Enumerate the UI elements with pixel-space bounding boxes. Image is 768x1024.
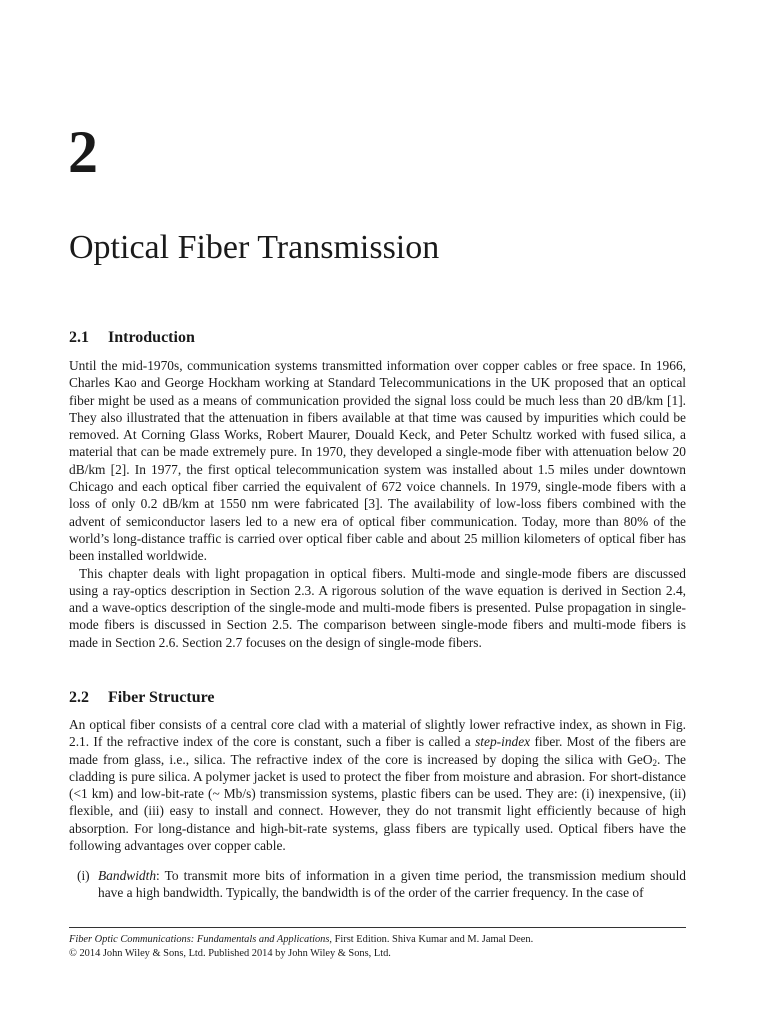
subscript: 2 xyxy=(652,757,657,768)
section-heading-introduction xyxy=(69,328,195,348)
list-text: : To transmit more bits of information in a given time period, the transmission medium should have a high bandwidth. Typically, the bandwidth is of the order of the carrier frequency. In the case of xyxy=(98,868,686,901)
section-number: 2.1 xyxy=(69,329,89,346)
paragraph xyxy=(69,716,686,854)
book-title: Fiber Optic Communications: Fundamentals and Applications xyxy=(69,934,330,945)
section-heading-fiber-structure xyxy=(69,688,215,708)
section-title: Fiber Structure xyxy=(108,689,215,706)
citation-line xyxy=(69,933,686,947)
list-item-bandwidth xyxy=(69,867,686,902)
paragraph-text: fiber. Most of the fibers are made from glass, i.e., silica. The refractive index of the core is increased by doping the silica with GeO xyxy=(69,734,686,767)
emphasis-term: step-index xyxy=(475,734,531,750)
paragraph-text: . The cladding is pure silica. A polymer jacket is used to protect the fiber from moisture and abrasion. For short-distance (<1 km) and low-bit-rate (~ Mb/s) transmission systems, plastic fibers can be used. They are: (i) inexpensive, (ii) flexible, and (iii) easy to install and connect. However, they do not transmit light efficiently because of high absorption. For long-distance and high-bit-rate systems, glass fibers are typically used. Optical fibers have the following advantages over copper cable. xyxy=(69,751,686,854)
paragraph: Until the mid-1970s, communication systems transmitted information over copper cables or free space. In 1966, Charles Kao and George Hockham working at Standard Telecommunications in the UK proposed that an optical fiber might be used as a means of communication provided the signal loss could be much less than 20 dB/km [1]. They also illustrated that the attenuation in fibers available at that time was caused by impurities which could be removed. At Corning Glass Works, Robert Maurer, Douald Keck, and Peter Schultz worked with fused silica, a material that can be made extremely pure. In 1970, they developed a single-mode fiber with attenuation below 20 dB/km [2]. In 1977, the first optical telecommunication system was installed about 1.5 miles under downtown Chicago and each optical fiber carried the equivalent of 672 voice channels. In 1979, single-mode fibers with a loss of only 0.2 dB/km at 1550 nm were fabricated [3]. The availability of low-loss fibers combined with the advent of semiconductor lasers led to a new era of optical fiber communication. Today, more than 80% of the world’s long-distance traffic is carried over optical fiber cable and about 25 million kilometers of optical fiber has been installed worldwide. xyxy=(69,358,686,564)
list-marker: (i) xyxy=(77,868,90,883)
copyright-line: © 2014 John Wiley & Sons, Ltd. Published 2014 by John Wiley & Sons, Ltd. xyxy=(69,947,391,959)
paragraph: This chapter deals with light propagation in optical fibers. Multi-mode and single-mode fibers are discussed using a ray-optics description in Section 2.3. A rigorous solution of the wave equation is derived in Section 2.4, and a wave-optics description of the single-mode and multi-mode fibers is presented. Pulse propagation in single-mode fibers is discussed in Section 2.5. The comparison between single-mode fibers and multi-mode fibers is made in Section 2.6. Section 2.7 focuses on the design of single-mode fibers. xyxy=(69,565,686,650)
list-term: Bandwidth xyxy=(98,868,157,883)
paragraph-text: An optical fiber consists of a central core clad with a material of slightly lower refractive index, as shown in Fig. 2.1. If the refractive index of the core is constant, such a fiber is called a xyxy=(69,717,686,750)
fiber-structure-body xyxy=(69,716,686,854)
chapter-title: Optical Fiber Transmission xyxy=(69,229,440,266)
section-title: Introduction xyxy=(108,329,195,346)
list-item-content xyxy=(98,867,686,902)
section-number: 2.2 xyxy=(69,689,89,706)
footer-divider xyxy=(69,927,686,928)
edition-authors: , First Edition. Shiva Kumar and M. Jamal Deen. xyxy=(329,934,534,945)
introduction-body xyxy=(69,357,686,651)
page-footer xyxy=(69,933,686,960)
chapter-number: 2 xyxy=(68,119,98,185)
